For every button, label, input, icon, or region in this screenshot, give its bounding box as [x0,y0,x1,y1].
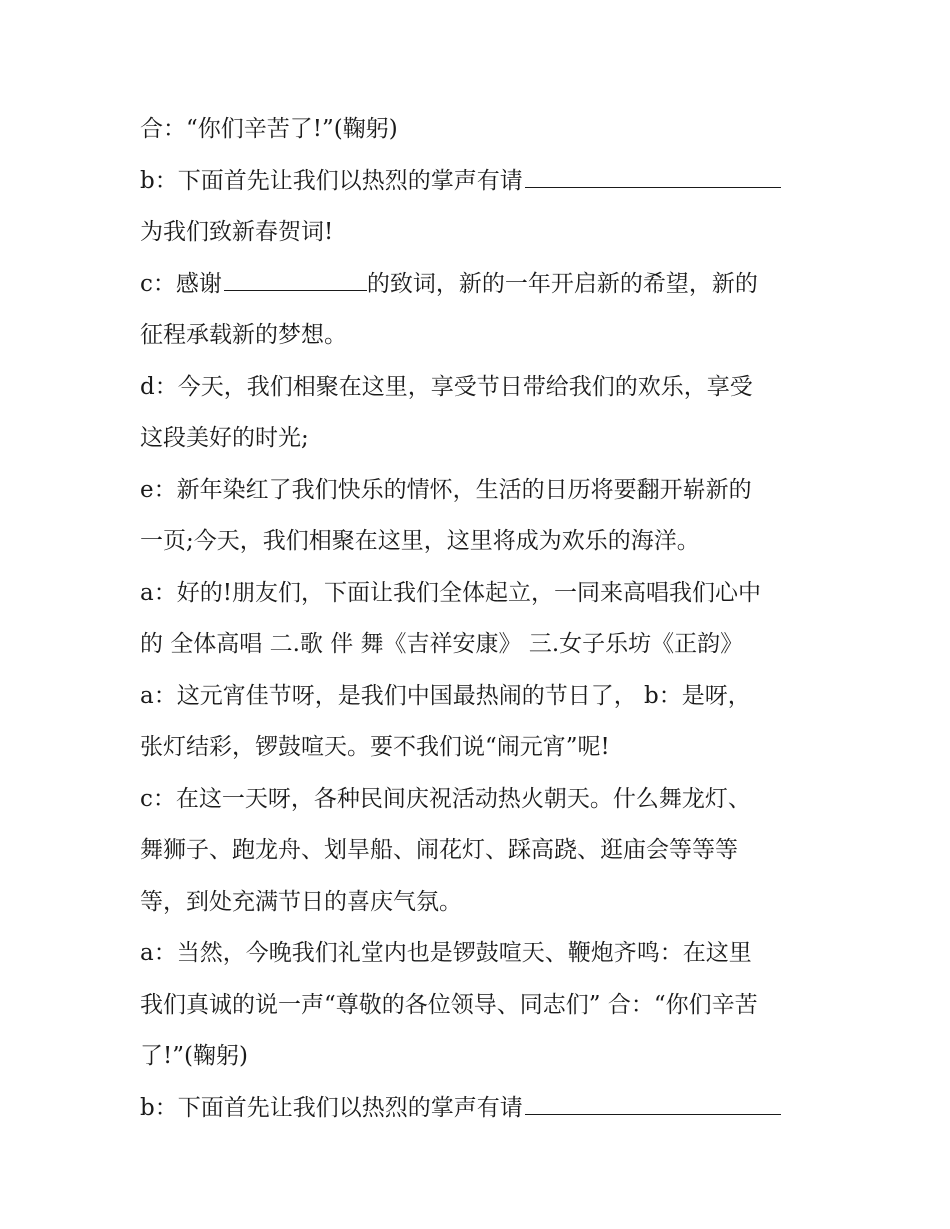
text-line [140,1031,840,1083]
text-line [140,825,840,877]
text-line [140,980,840,1032]
line-text: a：这元宵佳节呀，是我们中国最热闹的节日了， b：是呀， [140,682,751,709]
line-text: 舞狮子、跑龙舟、划旱船、闹花灯、踩高跷、逛庙会等等等 [140,837,738,863]
line-text: c：感谢 [140,270,222,297]
text-line [140,310,840,362]
line-text: 征程承载新的梦想。 [140,322,347,348]
text-line [140,156,840,208]
fill-in-blank [525,187,781,188]
line-text: 我们真诚的说一声“尊敬的各位领导、同志们” 合：“你们辛苦 [140,991,758,1018]
line-text: 的致词，新的一年开启新的希望，新的 [366,270,758,297]
fill-in-blank [224,290,367,291]
line-text: 这段美好的时光; [140,425,309,451]
text-line [140,207,840,259]
text-line [140,1083,840,1135]
text-line [140,465,840,517]
text-line [140,671,840,723]
text-line [140,259,840,311]
text-line [140,413,840,465]
text-line [140,928,840,980]
line-text: a：当然，今晚我们礼堂内也是锣鼓喧天、鞭炮齐鸣：在这里 [140,940,752,966]
line-text: c：在这一天呀，各种民间庆祝活动热火朝天。什么舞龙灯、 [140,785,751,812]
line-text: b：下面首先让我们以热烈的掌声有请 [140,1094,523,1121]
line-text: a：好的!朋友们，下面让我们全体起立，一同来高唱我们心中 [140,579,761,606]
line-text: 等，到处充满节日的喜庆气氛。 [140,888,462,915]
text-line [140,104,840,156]
line-text: 一页;今天，我们相聚在这里，这里将成为欢乐的海洋。 [140,528,700,554]
text-line [140,362,840,414]
line-text: 合：“你们辛苦了!”(鞠躬) [140,116,398,142]
line-text: 张灯结彩，锣鼓喧天。要不我们说“闹元宵”呢! [140,734,610,760]
line-text: 的 全体高唱 二.歌 伴 舞《吉祥安康》 三.女子乐坊《正韵》 [140,631,744,657]
document-body [140,104,840,1134]
text-line [140,774,840,826]
line-text: d：今天，我们相聚在这里，享受节日带给我们的欢乐，享受 [140,373,753,400]
fill-in-blank [525,1114,781,1115]
text-line [140,568,840,620]
text-line [140,516,840,568]
line-text: 了!”(鞠躬) [140,1043,248,1069]
line-text: 为我们致新春贺词! [140,219,334,245]
line-text: e：新年染红了我们快乐的情怀，生活的日历将要翻开崭新的 [140,476,752,503]
text-line [140,722,840,774]
line-text: b：下面首先让我们以热烈的掌声有请 [140,167,523,194]
text-line [140,619,840,671]
text-line [140,877,840,929]
